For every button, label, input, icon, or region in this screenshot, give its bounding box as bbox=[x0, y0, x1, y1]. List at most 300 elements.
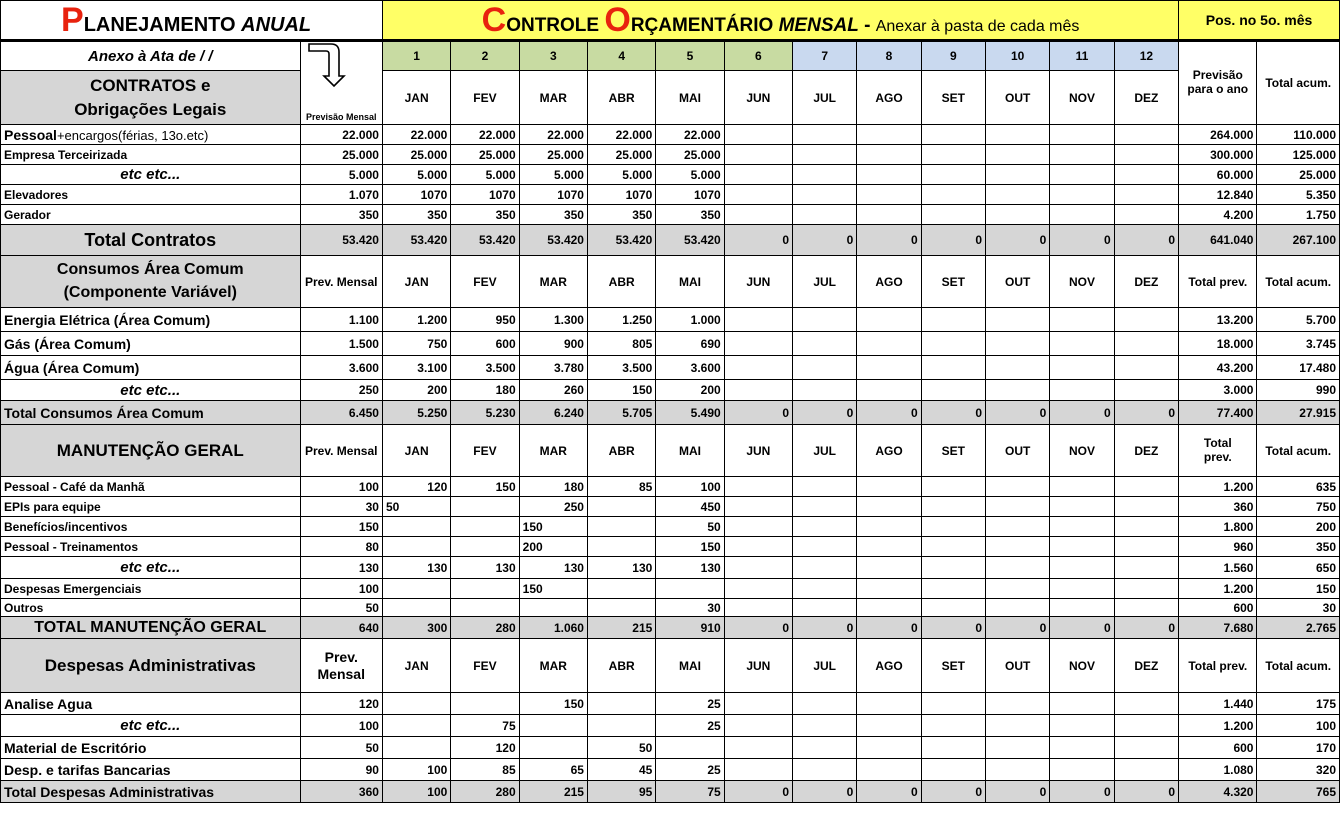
month-cell[interactable] bbox=[986, 165, 1050, 185]
month-cell[interactable]: 75 bbox=[451, 715, 519, 737]
prev-cell[interactable]: 5.000 bbox=[300, 165, 382, 185]
month-cell[interactable] bbox=[1114, 477, 1178, 497]
month-cell[interactable] bbox=[1050, 599, 1114, 617]
month-cell[interactable] bbox=[986, 599, 1050, 617]
month-cell[interactable]: 5.000 bbox=[382, 165, 450, 185]
month-cell[interactable]: 85 bbox=[587, 477, 655, 497]
month-cell[interactable]: 260 bbox=[519, 380, 587, 401]
month-cell[interactable] bbox=[1114, 599, 1178, 617]
month-cell[interactable]: 22.000 bbox=[382, 125, 450, 145]
month-cell[interactable]: 250 bbox=[519, 497, 587, 517]
month-cell[interactable] bbox=[921, 759, 985, 781]
month-cell[interactable] bbox=[587, 497, 655, 517]
month-cell[interactable]: 25 bbox=[656, 715, 724, 737]
month-cell[interactable] bbox=[587, 693, 655, 715]
prev-cell[interactable]: 80 bbox=[300, 537, 382, 557]
month-cell[interactable] bbox=[793, 332, 857, 356]
row-label[interactable]: Elevadores bbox=[1, 185, 301, 205]
month-cell[interactable] bbox=[451, 497, 519, 517]
month-cell[interactable] bbox=[986, 145, 1050, 165]
month-cell[interactable] bbox=[1050, 759, 1114, 781]
month-cell[interactable] bbox=[986, 715, 1050, 737]
month-cell[interactable] bbox=[857, 759, 921, 781]
month-cell[interactable] bbox=[921, 537, 985, 557]
prev-cell[interactable]: 100 bbox=[300, 579, 382, 599]
month-cell[interactable] bbox=[1114, 332, 1178, 356]
row-label[interactable]: Energia Elétrica (Área Comum) bbox=[1, 308, 301, 332]
month-cell[interactable] bbox=[1050, 477, 1114, 497]
row-label[interactable]: etc etc... bbox=[1, 380, 301, 401]
month-cell[interactable] bbox=[921, 185, 985, 205]
month-cell[interactable] bbox=[857, 517, 921, 537]
month-cell[interactable]: 22.000 bbox=[656, 125, 724, 145]
month-cell[interactable] bbox=[857, 380, 921, 401]
month-cell[interactable] bbox=[1050, 579, 1114, 599]
total-month-cell: 5.250 bbox=[382, 401, 450, 425]
month-cell[interactable]: 25 bbox=[656, 759, 724, 781]
prev-cell[interactable]: 50 bbox=[300, 737, 382, 759]
prev-cell[interactable]: 90 bbox=[300, 759, 382, 781]
month-cell[interactable]: 100 bbox=[656, 477, 724, 497]
month-cell[interactable] bbox=[857, 693, 921, 715]
month-cell[interactable]: 130 bbox=[656, 557, 724, 579]
month-cell[interactable] bbox=[724, 356, 792, 380]
month-cell[interactable] bbox=[1050, 380, 1114, 401]
month-cell[interactable]: 22.000 bbox=[519, 125, 587, 145]
month-cell[interactable]: 22.000 bbox=[587, 125, 655, 145]
month-cell[interactable] bbox=[724, 517, 792, 537]
month-cell[interactable] bbox=[921, 332, 985, 356]
month-cell[interactable] bbox=[1114, 759, 1178, 781]
total-month-cell: 215 bbox=[519, 781, 587, 803]
month-cell[interactable] bbox=[724, 185, 792, 205]
month-cell[interactable]: 25.000 bbox=[519, 145, 587, 165]
month-cell[interactable] bbox=[1050, 715, 1114, 737]
month-cell[interactable] bbox=[1050, 145, 1114, 165]
total-acum-header: Total acum. bbox=[1257, 256, 1340, 308]
month-cell[interactable] bbox=[921, 205, 985, 225]
row-label[interactable]: Material de Escritório bbox=[1, 737, 301, 759]
month-cell[interactable] bbox=[724, 759, 792, 781]
month-cell[interactable] bbox=[1114, 308, 1178, 332]
prev-cell[interactable]: 100 bbox=[300, 477, 382, 497]
month-cell[interactable] bbox=[1050, 165, 1114, 185]
month-cell[interactable] bbox=[793, 356, 857, 380]
row-label[interactable]: Despesas Emergenciais bbox=[1, 579, 301, 599]
month-cell[interactable] bbox=[382, 537, 450, 557]
month-cell[interactable] bbox=[451, 579, 519, 599]
month-cell[interactable]: 180 bbox=[451, 380, 519, 401]
month-cell[interactable] bbox=[793, 145, 857, 165]
annex-field[interactable]: Anexo à Ata de / / bbox=[1, 41, 301, 71]
month-cell[interactable] bbox=[587, 715, 655, 737]
month-cell[interactable] bbox=[382, 599, 450, 617]
month-cell[interactable]: 25.000 bbox=[451, 145, 519, 165]
month-cell[interactable] bbox=[793, 185, 857, 205]
month-cell[interactable] bbox=[986, 737, 1050, 759]
month-cell[interactable] bbox=[724, 380, 792, 401]
month-cell[interactable]: 30 bbox=[656, 599, 724, 617]
prev-cell[interactable]: 130 bbox=[300, 557, 382, 579]
month-cell[interactable]: 25.000 bbox=[587, 145, 655, 165]
month-cell[interactable] bbox=[1114, 165, 1178, 185]
month-cell[interactable]: 1070 bbox=[656, 185, 724, 205]
month-header-dec: DEZ bbox=[1114, 639, 1178, 693]
month-cell[interactable] bbox=[793, 715, 857, 737]
month-cell[interactable]: 750 bbox=[382, 332, 450, 356]
month-cell[interactable] bbox=[793, 205, 857, 225]
prev-cell[interactable]: 250 bbox=[300, 380, 382, 401]
month-cell[interactable] bbox=[519, 599, 587, 617]
month-cell[interactable] bbox=[986, 497, 1050, 517]
row-label[interactable]: Gerador bbox=[1, 205, 301, 225]
month-cell[interactable] bbox=[986, 517, 1050, 537]
row-label[interactable]: etc etc... bbox=[1, 165, 301, 185]
month-cell[interactable] bbox=[857, 477, 921, 497]
total-month-cell: 53.420 bbox=[587, 225, 655, 256]
month-cell[interactable]: 180 bbox=[519, 477, 587, 497]
month-cell[interactable]: 5.000 bbox=[519, 165, 587, 185]
month-cell[interactable] bbox=[1114, 557, 1178, 579]
month-cell[interactable] bbox=[857, 579, 921, 599]
month-cell[interactable] bbox=[857, 205, 921, 225]
month-cell[interactable]: 45 bbox=[587, 759, 655, 781]
prev-cell[interactable]: 1.070 bbox=[300, 185, 382, 205]
month-cell[interactable] bbox=[1050, 356, 1114, 380]
month-cell[interactable] bbox=[921, 308, 985, 332]
year-cell: 60.000 bbox=[1179, 165, 1257, 185]
month-cell[interactable] bbox=[986, 380, 1050, 401]
row-label[interactable]: Gás (Área Comum) bbox=[1, 332, 301, 356]
month-cell[interactable] bbox=[986, 356, 1050, 380]
month-cell[interactable]: 690 bbox=[656, 332, 724, 356]
month-cell[interactable] bbox=[986, 332, 1050, 356]
row-label[interactable]: Outros bbox=[1, 599, 301, 617]
month-cell[interactable]: 150 bbox=[451, 477, 519, 497]
row-label[interactable]: Benefícios/incentivos bbox=[1, 517, 301, 537]
month-cell[interactable] bbox=[724, 477, 792, 497]
month-cell[interactable] bbox=[1050, 517, 1114, 537]
month-cell[interactable] bbox=[724, 579, 792, 599]
month-cell[interactable] bbox=[724, 165, 792, 185]
month-cell[interactable] bbox=[724, 693, 792, 715]
month-cell[interactable] bbox=[793, 308, 857, 332]
month-cell[interactable] bbox=[724, 205, 792, 225]
month-cell[interactable]: 350 bbox=[519, 205, 587, 225]
month-cell[interactable]: 3.600 bbox=[656, 356, 724, 380]
month-cell[interactable] bbox=[857, 125, 921, 145]
month-cell[interactable]: 120 bbox=[451, 737, 519, 759]
row-label[interactable]: etc etc... bbox=[1, 557, 301, 579]
month-cell[interactable] bbox=[986, 557, 1050, 579]
month-cell[interactable] bbox=[1114, 185, 1178, 205]
month-cell[interactable]: 200 bbox=[382, 380, 450, 401]
month-cell[interactable]: 1070 bbox=[587, 185, 655, 205]
month-cell[interactable] bbox=[1114, 579, 1178, 599]
month-cell[interactable]: 5.000 bbox=[451, 165, 519, 185]
month-cell[interactable] bbox=[724, 737, 792, 759]
month-cell[interactable]: 950 bbox=[451, 308, 519, 332]
month-cell[interactable] bbox=[587, 579, 655, 599]
month-cell[interactable] bbox=[986, 579, 1050, 599]
table-row bbox=[1, 356, 1340, 380]
month-cell[interactable] bbox=[793, 693, 857, 715]
month-cell[interactable] bbox=[1114, 517, 1178, 537]
month-cell[interactable] bbox=[587, 599, 655, 617]
month-cell[interactable] bbox=[986, 205, 1050, 225]
month-cell[interactable] bbox=[857, 185, 921, 205]
month-cell[interactable] bbox=[986, 308, 1050, 332]
prev-cell[interactable]: 3.600 bbox=[300, 356, 382, 380]
month-cell[interactable] bbox=[1114, 497, 1178, 517]
month-cell[interactable]: 1070 bbox=[519, 185, 587, 205]
month-cell[interactable]: 450 bbox=[656, 497, 724, 517]
month-cell[interactable] bbox=[382, 715, 450, 737]
total-prev-cell: 640 bbox=[300, 617, 382, 639]
month-cell[interactable] bbox=[656, 579, 724, 599]
month-cell[interactable]: 22.000 bbox=[451, 125, 519, 145]
month-cell[interactable] bbox=[921, 557, 985, 579]
month-cell[interactable]: 150 bbox=[587, 380, 655, 401]
month-cell[interactable] bbox=[857, 332, 921, 356]
month-cell[interactable] bbox=[724, 715, 792, 737]
month-cell[interactable]: 350 bbox=[587, 205, 655, 225]
acum-cell: 650 bbox=[1257, 557, 1340, 579]
month-cell[interactable]: 150 bbox=[656, 537, 724, 557]
month-cell[interactable] bbox=[793, 380, 857, 401]
month-cell[interactable] bbox=[986, 477, 1050, 497]
month-cell[interactable]: 200 bbox=[519, 537, 587, 557]
month-cell[interactable]: 1.300 bbox=[519, 308, 587, 332]
month-cell[interactable] bbox=[519, 737, 587, 759]
table-row bbox=[1, 759, 1340, 781]
month-cell[interactable] bbox=[793, 477, 857, 497]
month-cell[interactable]: 25 bbox=[656, 693, 724, 715]
month-cell[interactable]: 200 bbox=[656, 380, 724, 401]
month-cell[interactable] bbox=[1050, 693, 1114, 715]
month-cell[interactable]: 150 bbox=[519, 693, 587, 715]
month-cell[interactable] bbox=[1050, 497, 1114, 517]
month-cell[interactable]: 100 bbox=[382, 759, 450, 781]
row-label[interactable]: Empresa Terceirizada bbox=[1, 145, 301, 165]
month-cell[interactable]: 50 bbox=[587, 737, 655, 759]
month-cell[interactable] bbox=[793, 125, 857, 145]
month-cell[interactable] bbox=[724, 557, 792, 579]
month-cell[interactable] bbox=[793, 537, 857, 557]
month-cell[interactable] bbox=[857, 599, 921, 617]
month-cell[interactable]: 600 bbox=[451, 332, 519, 356]
month-cell[interactable]: 50 bbox=[382, 497, 450, 517]
month-header-jan: JAN bbox=[382, 425, 450, 477]
month-cell[interactable] bbox=[1114, 693, 1178, 715]
prev-cell[interactable]: 350 bbox=[300, 205, 382, 225]
month-cell[interactable] bbox=[857, 356, 921, 380]
month-cell[interactable] bbox=[857, 557, 921, 579]
month-cell[interactable] bbox=[1050, 308, 1114, 332]
month-cell[interactable] bbox=[857, 145, 921, 165]
month-cell[interactable] bbox=[451, 537, 519, 557]
month-cell[interactable]: 1.250 bbox=[587, 308, 655, 332]
month-cell[interactable] bbox=[1114, 356, 1178, 380]
month-cell[interactable] bbox=[793, 557, 857, 579]
month-cell[interactable] bbox=[724, 332, 792, 356]
month-cell[interactable]: 350 bbox=[382, 205, 450, 225]
month-cell[interactable]: 3.500 bbox=[451, 356, 519, 380]
row-label[interactable]: Água (Área Comum) bbox=[1, 356, 301, 380]
month-cell[interactable]: 900 bbox=[519, 332, 587, 356]
month-cell[interactable] bbox=[986, 185, 1050, 205]
prev-cell[interactable]: 25.000 bbox=[300, 145, 382, 165]
month-cell[interactable] bbox=[451, 517, 519, 537]
month-cell[interactable] bbox=[382, 693, 450, 715]
month-cell[interactable] bbox=[1114, 737, 1178, 759]
prev-cell[interactable]: 1.100 bbox=[300, 308, 382, 332]
month-number: 2 bbox=[451, 41, 519, 71]
month-cell[interactable] bbox=[1050, 332, 1114, 356]
month-cell[interactable] bbox=[1114, 205, 1178, 225]
month-cell[interactable] bbox=[857, 497, 921, 517]
month-cell[interactable] bbox=[1050, 737, 1114, 759]
month-cell[interactable] bbox=[382, 517, 450, 537]
month-cell[interactable]: 85 bbox=[451, 759, 519, 781]
month-cell[interactable] bbox=[921, 497, 985, 517]
month-cell[interactable] bbox=[1114, 537, 1178, 557]
month-cell[interactable] bbox=[986, 537, 1050, 557]
month-cell[interactable] bbox=[793, 759, 857, 781]
month-cell[interactable] bbox=[519, 715, 587, 737]
month-cell[interactable] bbox=[793, 517, 857, 537]
month-cell[interactable]: 130 bbox=[587, 557, 655, 579]
month-cell[interactable]: 350 bbox=[656, 205, 724, 225]
month-cell[interactable] bbox=[587, 517, 655, 537]
month-cell[interactable] bbox=[1114, 380, 1178, 401]
month-cell[interactable] bbox=[921, 145, 985, 165]
month-header-jun: JUN bbox=[724, 639, 792, 693]
month-cell[interactable] bbox=[451, 693, 519, 715]
month-cell[interactable] bbox=[857, 715, 921, 737]
month-cell[interactable] bbox=[1050, 557, 1114, 579]
month-cell[interactable] bbox=[1114, 715, 1178, 737]
prev-cell[interactable]: 50 bbox=[300, 599, 382, 617]
month-cell[interactable] bbox=[793, 497, 857, 517]
row-label[interactable]: Pessoal+encargos(férias, 13o.etc) bbox=[1, 125, 301, 145]
month-cell[interactable] bbox=[921, 579, 985, 599]
total-month-cell: 0 bbox=[793, 617, 857, 639]
month-cell[interactable] bbox=[656, 737, 724, 759]
month-cell[interactable] bbox=[382, 737, 450, 759]
month-cell[interactable] bbox=[1050, 185, 1114, 205]
prev-cell[interactable]: 120 bbox=[300, 693, 382, 715]
prev-cell[interactable]: 22.000 bbox=[300, 125, 382, 145]
year-cell: 300.000 bbox=[1179, 145, 1257, 165]
month-cell[interactable]: 50 bbox=[656, 517, 724, 537]
month-cell[interactable] bbox=[724, 145, 792, 165]
month-cell[interactable] bbox=[857, 737, 921, 759]
row-label[interactable]: Desp. e tarifas Bancarias bbox=[1, 759, 301, 781]
month-cell[interactable] bbox=[857, 165, 921, 185]
month-cell[interactable] bbox=[1114, 125, 1178, 145]
month-cell[interactable] bbox=[1050, 205, 1114, 225]
month-cell[interactable] bbox=[921, 125, 985, 145]
month-cell[interactable] bbox=[724, 537, 792, 557]
month-cell[interactable] bbox=[724, 125, 792, 145]
month-cell[interactable] bbox=[1050, 125, 1114, 145]
month-cell[interactable]: 805 bbox=[587, 332, 655, 356]
month-cell[interactable] bbox=[921, 737, 985, 759]
month-cell[interactable]: 350 bbox=[451, 205, 519, 225]
month-cell[interactable] bbox=[921, 165, 985, 185]
month-cell[interactable] bbox=[382, 579, 450, 599]
month-cell[interactable]: 3.500 bbox=[587, 356, 655, 380]
row-label[interactable]: Pessoal - Treinamentos bbox=[1, 537, 301, 557]
month-cell[interactable]: 1070 bbox=[382, 185, 450, 205]
total-month-cell: 0 bbox=[724, 617, 792, 639]
month-cell[interactable]: 1.000 bbox=[656, 308, 724, 332]
month-cell[interactable]: 130 bbox=[382, 557, 450, 579]
month-cell[interactable] bbox=[724, 497, 792, 517]
month-cell[interactable]: 150 bbox=[519, 579, 587, 599]
month-cell[interactable]: 3.780 bbox=[519, 356, 587, 380]
row-label[interactable]: Analise Agua bbox=[1, 693, 301, 715]
month-cell[interactable] bbox=[857, 308, 921, 332]
month-cell[interactable]: 1070 bbox=[451, 185, 519, 205]
month-cell[interactable]: 5.000 bbox=[656, 165, 724, 185]
prev-cell[interactable]: 1.500 bbox=[300, 332, 382, 356]
month-cell[interactable] bbox=[451, 599, 519, 617]
month-cell[interactable]: 65 bbox=[519, 759, 587, 781]
month-cell[interactable]: 1.200 bbox=[382, 308, 450, 332]
month-cell[interactable] bbox=[793, 737, 857, 759]
month-cell[interactable]: 150 bbox=[519, 517, 587, 537]
month-cell[interactable] bbox=[587, 537, 655, 557]
month-cell[interactable] bbox=[793, 579, 857, 599]
month-cell[interactable] bbox=[921, 380, 985, 401]
month-cell[interactable]: 5.000 bbox=[587, 165, 655, 185]
month-cell[interactable] bbox=[724, 599, 792, 617]
month-cell[interactable] bbox=[921, 517, 985, 537]
month-cell[interactable] bbox=[986, 693, 1050, 715]
admin-section-title: Despesas Administrativas bbox=[1, 639, 301, 693]
month-header-nov: NOV bbox=[1050, 425, 1114, 477]
month-cell[interactable] bbox=[921, 599, 985, 617]
month-cell[interactable] bbox=[793, 165, 857, 185]
month-cell[interactable]: 3.100 bbox=[382, 356, 450, 380]
month-cell[interactable] bbox=[921, 693, 985, 715]
row-label[interactable]: etc etc... bbox=[1, 715, 301, 737]
row-label[interactable]: Pessoal - Café da Manhã bbox=[1, 477, 301, 497]
total-month-cell: 0 bbox=[793, 225, 857, 256]
month-cell[interactable] bbox=[1050, 537, 1114, 557]
month-cell[interactable] bbox=[724, 308, 792, 332]
month-cell[interactable] bbox=[857, 537, 921, 557]
row-label[interactable]: EPIs para equipe bbox=[1, 497, 301, 517]
prev-cell[interactable]: 30 bbox=[300, 497, 382, 517]
month-cell[interactable]: 25.000 bbox=[656, 145, 724, 165]
month-cell[interactable] bbox=[986, 759, 1050, 781]
month-cell[interactable]: 130 bbox=[519, 557, 587, 579]
month-cell[interactable] bbox=[793, 599, 857, 617]
prev-cell[interactable]: 100 bbox=[300, 715, 382, 737]
month-cell[interactable] bbox=[1114, 145, 1178, 165]
month-cell[interactable]: 130 bbox=[451, 557, 519, 579]
month-cell[interactable]: 120 bbox=[382, 477, 450, 497]
month-cell[interactable] bbox=[921, 715, 985, 737]
month-cell[interactable] bbox=[986, 125, 1050, 145]
month-cell[interactable] bbox=[921, 356, 985, 380]
month-cell[interactable] bbox=[921, 477, 985, 497]
prev-cell[interactable]: 150 bbox=[300, 517, 382, 537]
month-cell[interactable]: 25.000 bbox=[382, 145, 450, 165]
